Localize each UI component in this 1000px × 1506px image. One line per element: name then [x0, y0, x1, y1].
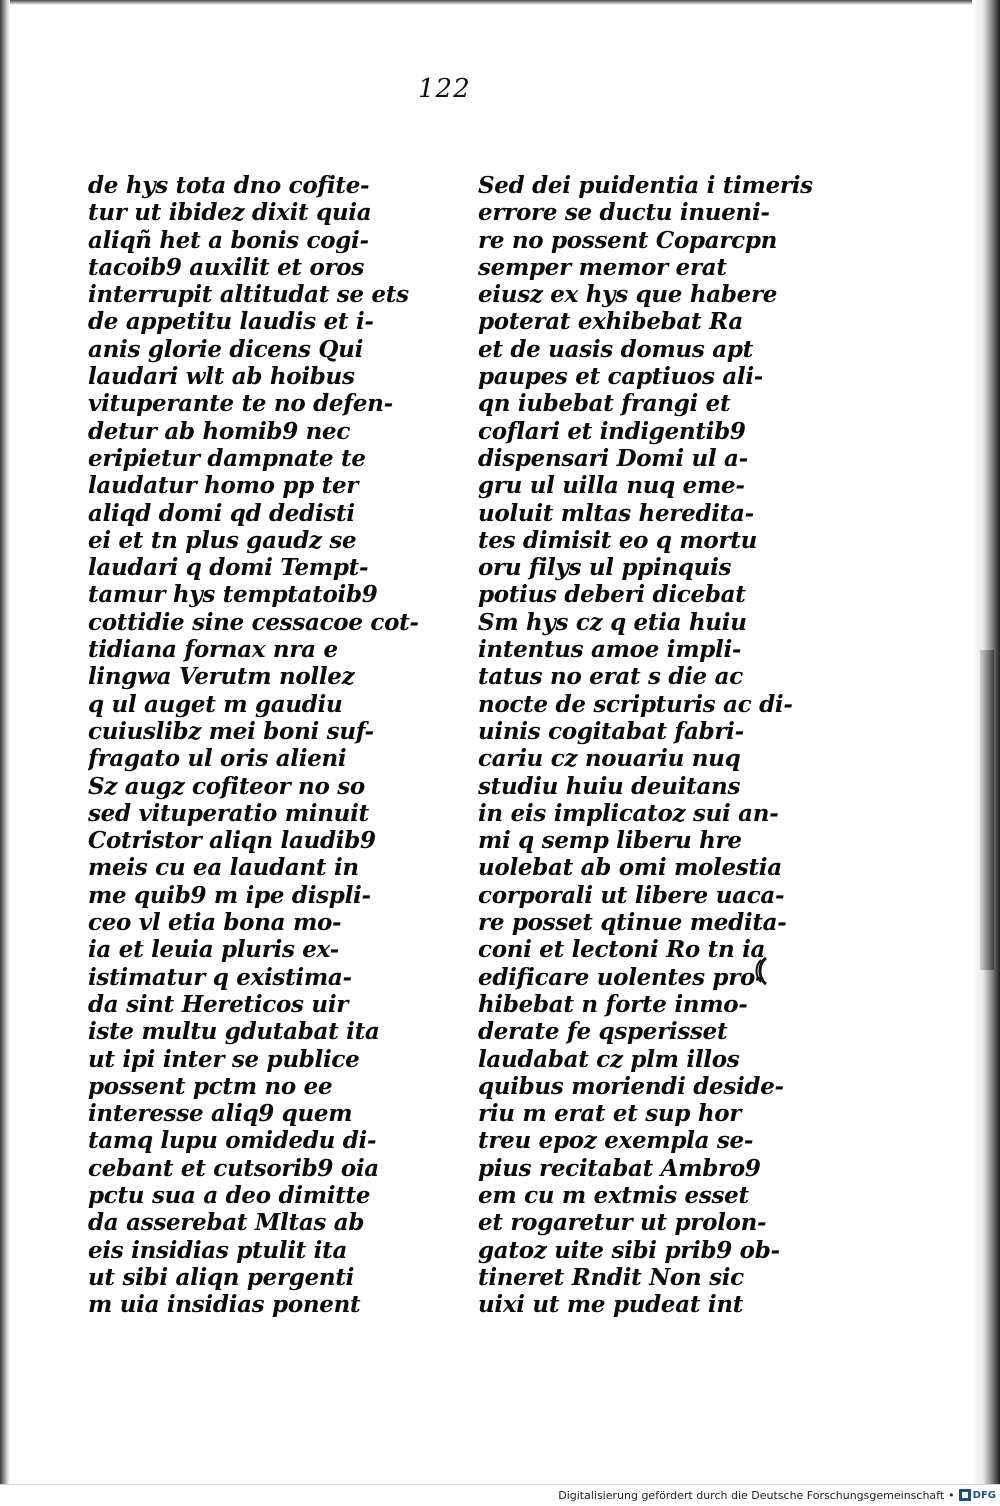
left-column-line: interesse aliq9 quem [88, 1100, 353, 1128]
right-column-line: eiusz ex hys que habere [478, 281, 778, 309]
left-column-line: Sz augz cofiteor no so [88, 772, 365, 800]
left-column-line: anis glorie dicens Qui [88, 335, 364, 363]
credit-separator: • [948, 1488, 955, 1502]
right-column-line: derate fe qsperisset [478, 1018, 728, 1046]
left-column-line: tamq lupu omidedu di- [88, 1127, 377, 1155]
right-text-column [478, 172, 838, 1318]
left-column-line: cottidie sine cessacoe cot- [88, 608, 419, 636]
left-column-line: m uia insidias ponent [88, 1291, 361, 1319]
page-top-edge [0, 0, 1000, 5]
right-column-line: coflari et indigentib9 [478, 417, 746, 445]
left-column-line: eis insidias ptulit ita [88, 1236, 348, 1264]
left-column-line: cuiuslibz mei boni suf- [88, 717, 374, 745]
right-column-line: poterat exhibebat Ra [478, 308, 744, 336]
right-column-line: tes dimisit eo q mortu [478, 526, 758, 554]
left-text-column [88, 172, 438, 1318]
right-column-line: qn iubebat frangi et [478, 390, 731, 418]
page-right-edge [972, 0, 1000, 1484]
right-column-line: uinis cogitabat fabri- [478, 717, 744, 745]
right-column-line: coni et lectoni Ro tn ia [478, 936, 766, 964]
right-column-line: et de uasis domus apt [478, 335, 754, 363]
right-column-line: cariu cz nouariu nuq [478, 745, 741, 773]
left-column-line: tur ut ibidez dixit quia [88, 199, 372, 227]
left-column-line: eripietur dampnate te [88, 444, 366, 472]
left-column-line: de hys tota dno cofite- [88, 172, 370, 199]
right-column-line: Sm hys cz q etia huiu [478, 608, 747, 636]
left-column-line: laudatur homo pp ter [88, 472, 359, 500]
left-column-line: laudari wlt ab hoibus [88, 363, 355, 391]
right-column-line: gru ul uilla nuq eme- [478, 472, 745, 500]
right-column-line: riu m erat et sup hor [478, 1100, 742, 1128]
right-column-line: paupes et captiuos ali- [478, 363, 764, 391]
left-column-line: q ul auget m gaudiu [88, 690, 343, 718]
left-column-line: fragato ul oris alieni [88, 745, 347, 773]
left-column-line: ut sibi aliqn pergenti [88, 1263, 355, 1291]
right-column-line: hibebat n forte inmo- [478, 990, 748, 1018]
right-column-line: laudabat cz plm illos [478, 1045, 740, 1073]
right-column-line: semper memor erat [478, 253, 727, 281]
right-column-line: mi q semp liberu hre [478, 827, 742, 855]
left-column-line: tacoib9 auxilit et oros [88, 253, 364, 281]
right-column-line: uolebat ab omi molestia [478, 854, 782, 882]
right-column-line: studiu huiu deuitans [478, 772, 741, 800]
right-column-line: em cu m extmis esset [478, 1181, 749, 1209]
left-column-line: istimatur q existima- [88, 963, 352, 991]
left-column-line: Cotristor aliqn laudib9 [88, 827, 376, 855]
right-column-line: potius deberi dicebat [478, 581, 746, 609]
left-column-line: lingwa Verutm nollez [88, 663, 355, 691]
left-column-line: da asserebat Mltas ab [88, 1209, 365, 1237]
left-column-line: tamur hys temptatoib9 [88, 581, 378, 609]
left-column-line: detur ab homib9 nec [88, 417, 351, 445]
dfg-logo-text: DFG [972, 1489, 996, 1501]
right-column-line: Sed dei puidentia i timeris [478, 172, 813, 199]
left-column-line: de appetitu laudis et i- [88, 308, 374, 336]
right-column-line: uoluit mltas heredita- [478, 499, 754, 527]
page-left-edge [0, 0, 10, 1484]
marginal-bracket-icon [752, 956, 772, 986]
credit-text: Digitalisierung gefördert durch die Deutsche Forschungsgemeinschaft [558, 1488, 945, 1502]
left-column-line: aliqñ het a bonis cogi- [88, 226, 369, 254]
left-column-line: ceo vl etia bona mo- [88, 909, 342, 937]
left-column-line: tidiana fornax nra e [88, 636, 338, 664]
right-column-line: quibus moriendi deside- [478, 1072, 784, 1100]
left-column-line: vituperante te no defen- [88, 390, 393, 418]
left-column-line: meis cu ea laudant in [88, 854, 359, 882]
folio-number: 122 [418, 74, 471, 104]
right-column-line: re posset qtinue medita- [478, 909, 787, 937]
left-column-line: pctu sua a deo dimitte [88, 1181, 371, 1209]
right-column-line: gatoz uite sibi prib9 ob- [478, 1236, 780, 1264]
right-column-line: uixi ut me pudeat int [478, 1291, 744, 1319]
right-column-line: intentus amoe impli- [478, 636, 742, 664]
left-column-line: aliqd domi qd dedisti [88, 499, 355, 527]
right-column-line: tineret Rndit Non sic [478, 1263, 744, 1291]
left-column-line: laudari q domi Tempt- [88, 554, 369, 582]
right-column-line: corporali ut libere uaca- [478, 881, 785, 909]
digitization-credit [558, 1486, 996, 1504]
left-column-line: me quib9 m ipe displi- [88, 881, 371, 909]
right-column-line: errore se ductu inueni- [478, 199, 770, 227]
left-column-line: interrupit altitudat se ets [88, 281, 409, 309]
left-column-line: da sint Hereticos uir [88, 990, 349, 1018]
right-column-line: treu epoz exempla se- [478, 1127, 754, 1155]
dfg-logo-icon [959, 1489, 971, 1501]
left-column-line: iste multu gdutabat ita [88, 1018, 380, 1046]
left-column-line: ia et leuia pluris ex- [88, 936, 339, 964]
right-column-line: re no possent Coparcpn [478, 226, 778, 254]
right-column-line: edificare uolentes pro- [478, 963, 765, 991]
right-column-line: pius recitabat Ambro9 [478, 1154, 761, 1182]
right-column-line: tatus no erat s die ac [478, 663, 743, 691]
left-column-line: ei et tn plus gaudz se [88, 526, 357, 554]
left-column-line: ut ipi inter se publice [88, 1045, 360, 1073]
right-column-line: nocte de scripturis ac di- [478, 690, 793, 718]
left-column-line: possent pctm no ee [88, 1072, 333, 1100]
dfg-logo [959, 1489, 996, 1501]
left-column-line: cebant et cutsorib9 oia [88, 1154, 379, 1182]
left-column-line: sed vituperatio minuit [88, 799, 369, 827]
right-column-line: dispensari Domi ul a- [478, 444, 748, 472]
right-column-line: in eis implicatoz sui an- [478, 799, 779, 827]
right-column-line: et rogaretur ut prolon- [478, 1209, 767, 1237]
right-column-line: oru filys ul ppinquis [478, 554, 732, 582]
